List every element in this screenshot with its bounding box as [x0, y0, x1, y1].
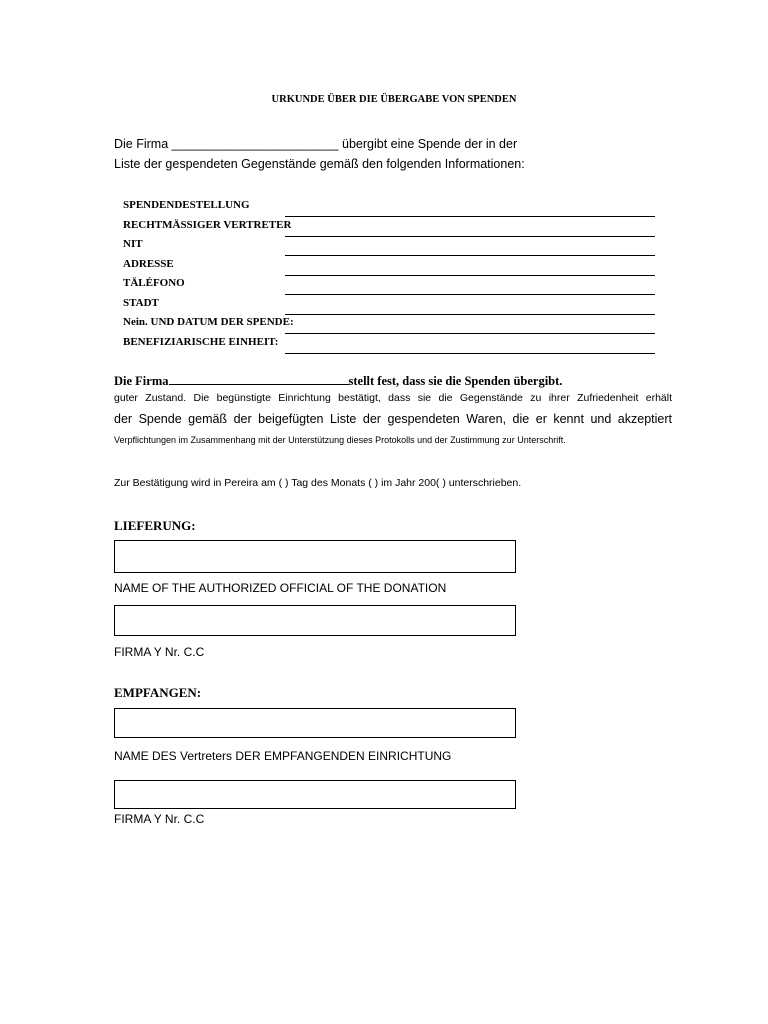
- donation-fields: [123, 199, 663, 355]
- delivery-signature-caption: FIRMA Y Nr. C.C: [114, 645, 205, 659]
- field-input-line[interactable]: [285, 275, 655, 276]
- intro-line-2: Liste der gespendeten Gegenstände gemäß den folgenden Informationen:: [114, 157, 525, 171]
- statement-company-blank[interactable]: [169, 373, 349, 385]
- received-name-caption: NAME DES Vertreters DER EMPFANGENDEN EINRICHTUNG: [114, 749, 452, 763]
- field-label: TÄLÉFONO: [123, 277, 185, 289]
- field-input-line[interactable]: [285, 353, 655, 354]
- field-label: ADRESSE: [123, 257, 174, 270]
- paragraph-line-3: Verpflichtungen im Zusammenhang mit der Unterstützung dieses Protokolls und der Zustimmung zur Unterschrift.: [114, 435, 566, 445]
- statement-line: [114, 373, 562, 389]
- statement-prefix: Die Firma: [114, 374, 169, 388]
- received-signature-box[interactable]: [114, 780, 516, 809]
- paragraph-line-1: guter Zustand. Die begünstigte Einrichtung bestätigt, dass sie die Gegenstände zu ihrer Zufriedenheit erhält: [114, 392, 672, 404]
- field-label: RECHTMÄSSIGER VERTRETER: [123, 218, 292, 231]
- paragraph-line-2: der Spende gemäß der beigefügten Liste der gespendeten Waren, die er kennt und akzeptiert: [114, 412, 672, 426]
- field-beneficiary-unit: [123, 336, 663, 356]
- received-signature-caption: FIRMA Y Nr. C.C: [114, 812, 205, 826]
- field-input-line[interactable]: [285, 255, 655, 256]
- field-address: [123, 258, 663, 278]
- intro-company-suffix: übergibt eine Spende der in der: [342, 137, 518, 151]
- field-input-line[interactable]: [285, 333, 655, 334]
- field-label: Nein. UND DATUM DER SPENDE:: [123, 316, 294, 328]
- received-name-box[interactable]: [114, 708, 516, 738]
- field-label: NIT: [123, 238, 143, 250]
- field-donation-number-date: [123, 316, 663, 336]
- field-input-line[interactable]: [285, 236, 655, 237]
- intro-line-1: [114, 134, 517, 154]
- received-heading: EMPFANGEN:: [114, 685, 202, 700]
- field-label: STADT: [123, 296, 159, 309]
- confirmation-text: Zur Bestätigung wird in Pereira am ( ) Tag des Monats ( ) im Jahr 200( ) unterschrieben.: [114, 477, 522, 489]
- field-nit: [123, 238, 663, 258]
- intro-company-blank[interactable]: ________________________: [171, 137, 339, 151]
- statement-suffix: stellt fest, dass sie die Spenden übergibt.: [348, 374, 563, 388]
- document-title: URKUNDE ÜBER DIE ÜBERGABE VON SPENDEN: [271, 94, 517, 105]
- intro-company-prefix: Die Firma: [114, 137, 169, 151]
- delivery-name-box[interactable]: [114, 540, 516, 573]
- field-legal-representative: [123, 219, 663, 239]
- field-input-line[interactable]: [285, 216, 655, 217]
- field-input-line[interactable]: [285, 314, 655, 315]
- field-city: [123, 297, 663, 317]
- delivery-signature-box[interactable]: [114, 605, 516, 636]
- delivery-name-caption: NAME OF THE AUTHORIZED OFFICIAL OF THE DONATION: [114, 581, 447, 595]
- delivery-heading: LIEFERUNG:: [114, 518, 196, 533]
- field-label: BENEFIZIARISCHE EINHEIT:: [123, 335, 279, 348]
- field-phone: [123, 277, 663, 297]
- field-input-line[interactable]: [285, 294, 655, 295]
- field-donation-description: [123, 199, 663, 219]
- field-label: SPENDENDESTELLUNG: [123, 199, 250, 211]
